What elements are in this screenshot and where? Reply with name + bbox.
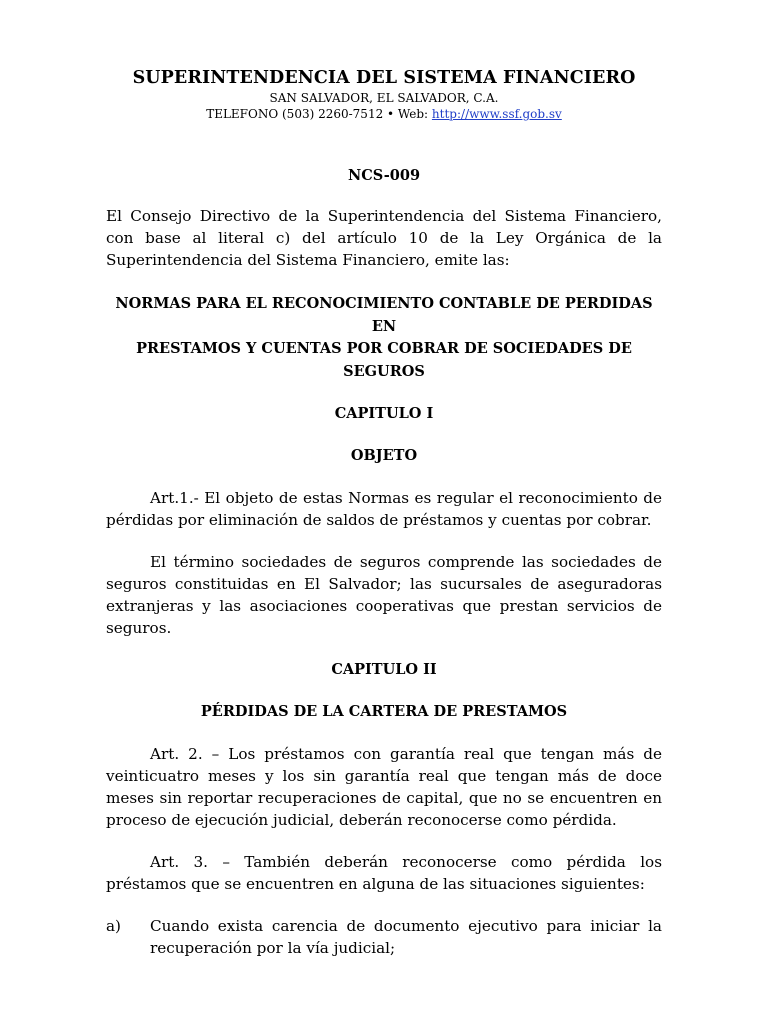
chapter-1-subject: OBJETO bbox=[350, 447, 418, 464]
document-title-line1: NORMAS PARA EL RECONOCIMIENTO CONTABLE DE PERDIDAS EN bbox=[115, 295, 653, 335]
list-item bbox=[106, 915, 662, 959]
article-3: Art. 3. – También deberán reconocerse como pérdida los préstamos que se encuentren en alguna de las situaciones siguientes: bbox=[106, 853, 662, 893]
phone-web-label: TELEFONO (503) 2260-7512 • Web: bbox=[206, 107, 432, 121]
chapter-2-heading: CAPITULO II bbox=[331, 661, 437, 678]
document-page bbox=[106, 66, 662, 959]
website-link[interactable]: http://www.ssf.gob.sv bbox=[431, 107, 562, 121]
article-1-paragraph-2: El término sociedades de seguros comprende las sociedades de seguros constituidas en El Salvador; las sucursales de aseguradoras extranjeras y las asociaciones cooperativas que prestan servicios de seguros. bbox=[106, 553, 662, 637]
intro-paragraph: El Consejo Directivo de la Superintendencia del Sistema Financiero, con base al literal c) del artículo 10 de la Ley Orgánica de la Superintendencia del Sistema Financiero, emite las: bbox=[106, 207, 662, 269]
article-1: Art.1.- El objeto de estas Normas es regular el reconocimiento de pérdidas por eliminación de saldos de préstamos y cuentas por cobrar. bbox=[106, 489, 662, 529]
document-code: NCS-009 bbox=[347, 167, 421, 184]
institution-contact bbox=[106, 106, 662, 122]
article-2: Art. 2. – Los préstamos con garantía real que tengan más de veinticuatro meses y los sin garantía real que tengan más de doce meses sin reportar recuperaciones de capital, que no se encuentren en proceso de ejecución judicial, deberán reconocerse como pérdida. bbox=[106, 745, 662, 829]
institution-address: SAN SALVADOR, EL SALVADOR, C.A. bbox=[269, 91, 499, 105]
chapter-1-heading: CAPITULO I bbox=[334, 405, 434, 422]
document-title-line2: PRESTAMOS Y CUENTAS POR COBRAR DE SOCIEDADES DE SEGUROS bbox=[136, 340, 632, 380]
chapter-2-subject: PÉRDIDAS DE LA CARTERA DE PRESTAMOS bbox=[200, 703, 568, 720]
list-item-text: Cuando exista carencia de documento ejecutivo para iniciar la recuperación por la vía judicial; bbox=[150, 917, 662, 957]
document-title bbox=[106, 293, 662, 383]
institution-name: SUPERINTENDENCIA DEL SISTEMA FINANCIERO bbox=[132, 68, 636, 88]
list-item-letter: a) bbox=[106, 917, 121, 935]
